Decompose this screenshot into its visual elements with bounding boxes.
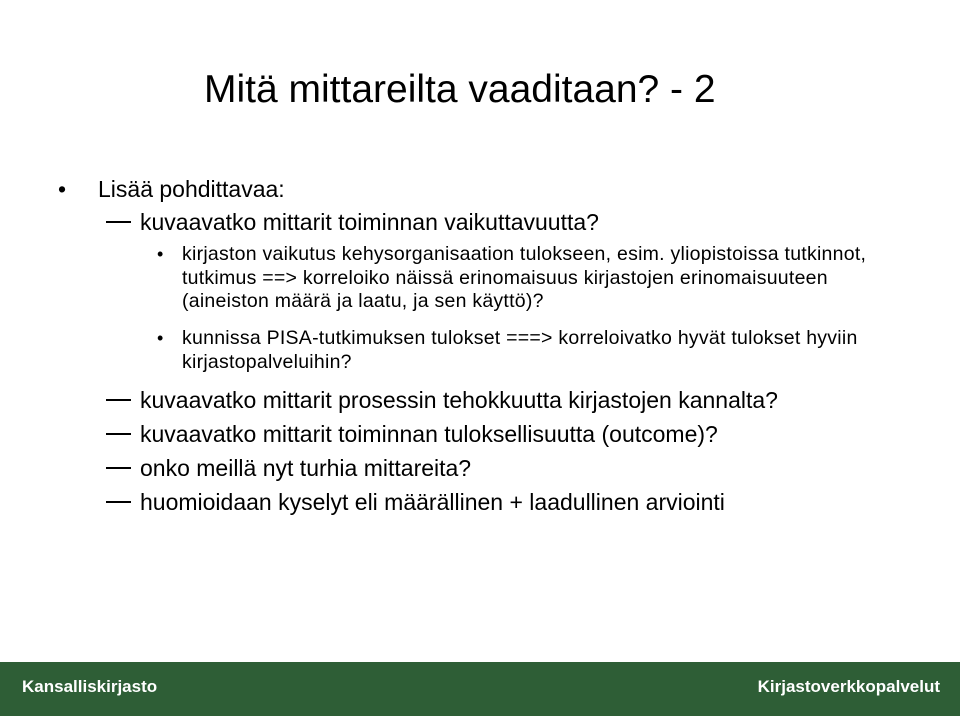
dash-item-text: kuvaavatko mittarit toiminnan vaikuttavuutta? [140, 209, 599, 235]
dash-item-text: huomioidaan kyselyt eli määrällinen + laadullinen arviointi [140, 489, 725, 515]
kansalliskirjasto-logo: Kansalliskirjasto [22, 677, 158, 696]
dash-item-text: kuvaavatko mittarit toiminnan tuloksellisuutta (outcome)? [140, 421, 718, 447]
dash-item-text: kuvaavatko mittarit prosessin tehokkuutta kirjastojen kannalta? [140, 387, 778, 413]
bullet-text: Lisää pohdittavaa: [98, 176, 285, 202]
bullet-level1 [58, 173, 285, 205]
dash-marker [106, 399, 131, 401]
dash-item [140, 418, 718, 450]
dash-item [140, 384, 778, 416]
dash-item [140, 486, 725, 518]
sub-bullet-text: kirjaston vaikutus kehysorganisaation tulokseen, esim. yliopistoissa tutkinnot, tutkimus ==> korreloiko näissä erinomaisuus kirjastojen erinomaisuuteen (aineiston määrä ja laatu, ja sen käyttö)? [182, 243, 867, 312]
bullet-dot: • [58, 176, 67, 202]
sub-bullet-item [157, 327, 882, 374]
slide-title: Mitä mittareilta vaaditaan? - 2 [204, 68, 716, 111]
kirjastoverkkopalvelut-logo: Kirjastoverkkopalvelut [757, 677, 940, 696]
bullet-dot: • [157, 244, 164, 264]
dash-marker [106, 221, 131, 223]
bullet-dot: • [157, 328, 164, 348]
dash-item [140, 452, 471, 484]
dash-marker [106, 501, 131, 503]
dash-marker [106, 467, 131, 469]
sub-bullet-item [157, 243, 882, 314]
footer-bar [0, 662, 960, 716]
dash-item [140, 206, 599, 238]
dash-marker [106, 433, 131, 435]
sub-bullet-text: kunnissa PISA-tutkimuksen tulokset ===> korreloivatko hyvät tulokset hyviin kirjastopalveluihin? [182, 327, 858, 373]
dash-item-text: onko meillä nyt turhia mittareita? [140, 455, 472, 481]
